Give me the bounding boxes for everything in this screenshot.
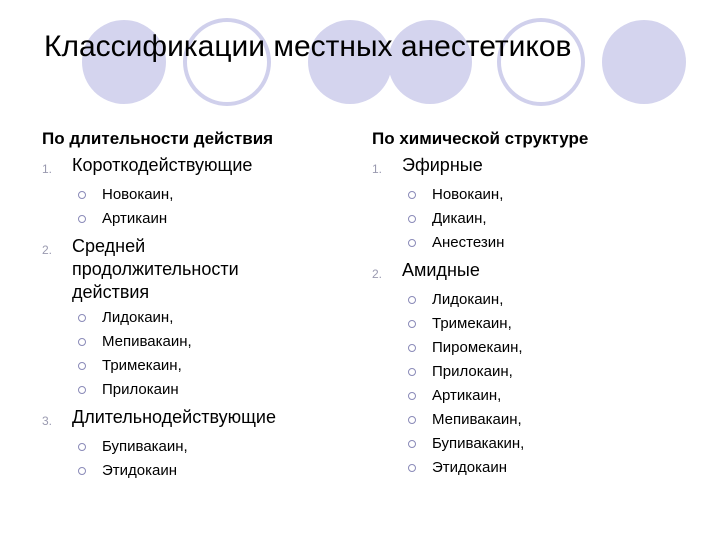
circle-bullet-icon — [408, 416, 416, 424]
list-item: Новокаин, — [78, 183, 342, 207]
group-long-acting — [42, 406, 342, 483]
list-item: Лидокаин, — [78, 306, 342, 330]
drug-list — [42, 435, 342, 483]
circle-bullet-icon — [78, 467, 86, 475]
circle-bullet-icon — [78, 338, 86, 346]
column-header: По длительности действия — [42, 129, 274, 148]
list-item: Артикаин — [78, 207, 342, 231]
slide-title: Классификации местных анестетиков — [44, 30, 572, 63]
list-item: Новокаин, — [408, 183, 702, 207]
circle-bullet-icon — [408, 440, 416, 448]
circle-bullet-icon — [408, 392, 416, 400]
decorative-circles — [0, 0, 720, 140]
group-medium-acting — [42, 235, 342, 402]
circle-bullet-icon — [78, 191, 86, 199]
list-item: Пиромекаин, — [408, 336, 702, 360]
list-item: Артикаин, — [408, 384, 702, 408]
circle-bullet-icon — [408, 320, 416, 328]
circle-bullet-icon — [78, 314, 86, 322]
right-column — [372, 128, 702, 484]
group-name: Амидные — [402, 260, 480, 280]
list-number: 1. — [42, 162, 53, 176]
list-item: Дикаин, — [408, 207, 702, 231]
circle-bullet-icon — [78, 215, 86, 223]
group-amides — [372, 259, 702, 480]
list-item: Бупивакаин, — [78, 435, 342, 459]
drug-list — [42, 183, 342, 231]
circle-bullet-icon — [408, 344, 416, 352]
list-item: Анестезин — [408, 231, 702, 255]
list-item: Тримекаин, — [78, 354, 342, 378]
list-item: Тримекаин, — [408, 312, 702, 336]
decor-circle — [602, 20, 686, 104]
group-name: Короткодействующие — [72, 155, 253, 175]
group-name: Эфирные — [402, 155, 483, 175]
column-header: По химической структуре — [372, 129, 589, 148]
list-item: Бупивакакин, — [408, 432, 702, 456]
circle-bullet-icon — [408, 464, 416, 472]
group-esters — [372, 154, 702, 255]
circle-bullet-icon — [408, 239, 416, 247]
circle-bullet-icon — [78, 362, 86, 370]
list-item: Прилокаин — [78, 378, 342, 402]
list-item: Этидокаин — [408, 456, 702, 480]
circle-bullet-icon — [408, 191, 416, 199]
list-item: Мепивакаин, — [78, 330, 342, 354]
group-short-acting — [42, 154, 342, 231]
group-name: Средней продолжительности действия — [72, 236, 239, 302]
circle-bullet-icon — [78, 386, 86, 394]
group-name: Длительнодействующие — [72, 407, 276, 427]
drug-list — [372, 183, 702, 255]
list-item: Лидокаин, — [408, 288, 702, 312]
circle-bullet-icon — [408, 368, 416, 376]
drug-list — [42, 306, 342, 402]
drug-list — [372, 288, 702, 480]
list-number: 1. — [372, 162, 383, 176]
list-item: Прилокаин, — [408, 360, 702, 384]
left-column — [42, 128, 342, 487]
list-number: 2. — [42, 243, 53, 257]
circle-bullet-icon — [408, 215, 416, 223]
list-number: 3. — [42, 414, 53, 428]
list-item: Мепивакаин, — [408, 408, 702, 432]
circle-bullet-icon — [408, 296, 416, 304]
list-number: 2. — [372, 267, 383, 281]
circle-bullet-icon — [78, 443, 86, 451]
list-item: Этидокаин — [78, 459, 342, 483]
